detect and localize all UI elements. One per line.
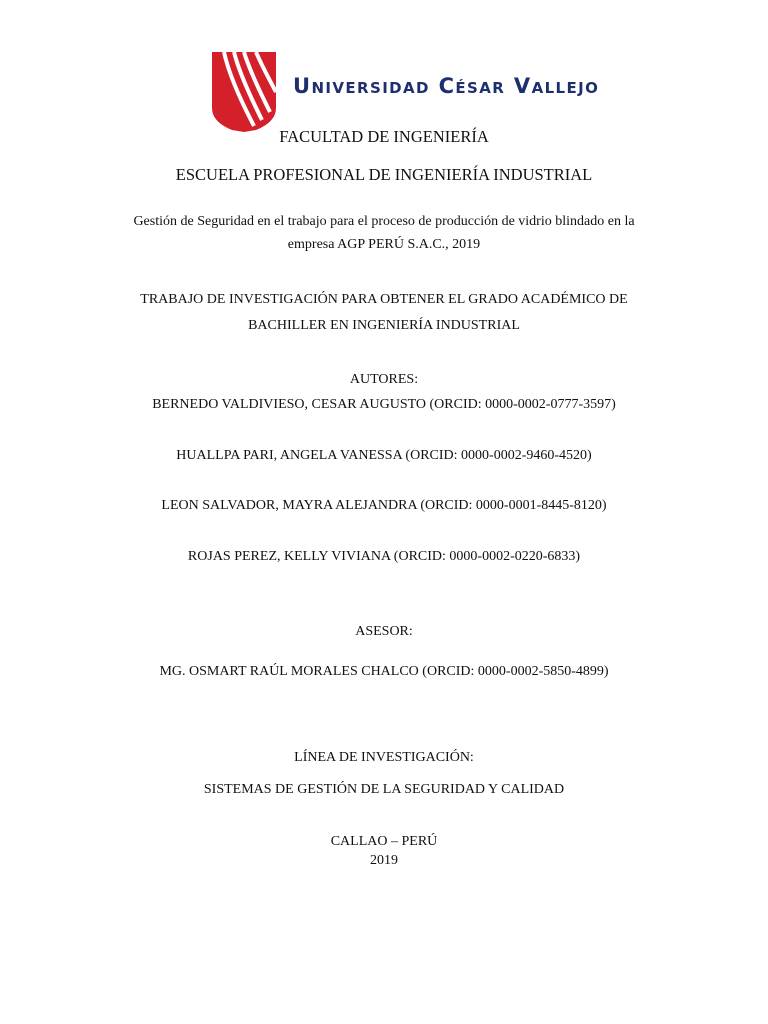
author-line: LEON SALVADOR, MAYRA ALEJANDRA (ORCID: 0000-0001-8445-8120) [161, 498, 607, 513]
university-wordmark: Universidad César Vallejo [293, 74, 600, 98]
author-line: BERNEDO VALDIVIESO, CESAR AUGUSTO (ORCID: 0000-0002-0777-3597) [152, 397, 616, 412]
year-text: 2019 [370, 853, 398, 868]
author-line: ROJAS PEREZ, KELLY VIVIANA (ORCID: 0000-0002-0220-6833) [187, 549, 581, 564]
authors-label: AUTORES: [349, 372, 419, 387]
thesis-title-line-1: Gestión de Seguridad en el trabajo para el proceso de producción de vidrio blindado en la [133, 214, 635, 229]
research-line-value: SISTEMAS DE GESTIÓN DE LA SEGURIDAD Y CALIDAD [203, 782, 565, 797]
faculty-heading: FACULTAD DE INGENIERÍA [279, 127, 489, 146]
university-shield-icon [210, 50, 278, 132]
school-heading: ESCUELA PROFESIONAL DE INGENIERÍA INDUSTRIAL [175, 165, 593, 184]
work-type-line-2: BACHILLER EN INGENIERÍA INDUSTRIAL [248, 318, 520, 333]
advisor-label: ASESOR: [355, 624, 413, 639]
research-line-label: LÍNEA DE INVESTIGACIÓN: [294, 750, 474, 765]
university-logo [210, 50, 610, 134]
work-type-line-1: TRABAJO DE INVESTIGACIÓN PARA OBTENER EL GRADO ACADÉMICO DE [140, 292, 628, 307]
thesis-title-line-2: empresa AGP PERÚ S.A.C., 2019 [287, 237, 481, 252]
place-text: CALLAO – PERÚ [330, 834, 438, 849]
advisor-name: MG. OSMART RAÚL MORALES CHALCO (ORCID: 0000-0002-5850-4899) [159, 664, 609, 679]
author-line: HUALLPA PARI, ANGELA VANESSA (ORCID: 0000-0002-9460-4520) [176, 448, 592, 463]
